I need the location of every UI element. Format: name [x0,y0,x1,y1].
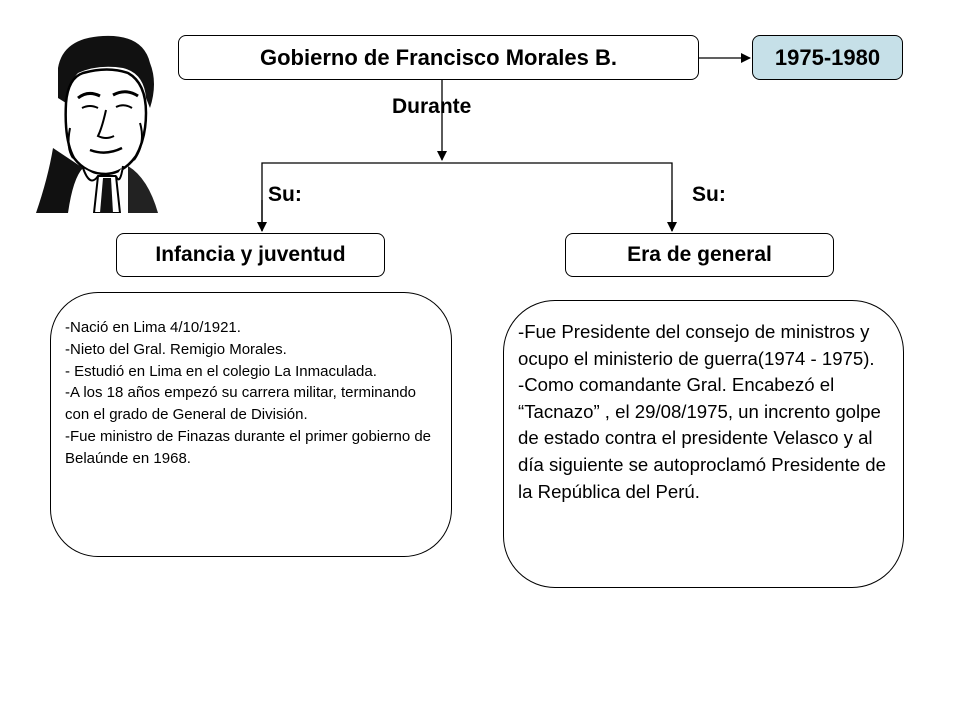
durante-label: Durante [392,95,472,118]
years-text: 1975-1980 [774,44,881,70]
list-item: -Como comandante Gral. Encabezó el “Tacnazo” , el 29/08/1975, un incrento golpe de estado contra el presidente Velasco y al día siguiente se autoproclamó Presidente de la República del Perú. [518,374,886,502]
infancia-bubble [50,292,452,557]
general-list [518,319,898,505]
su-left-label: Su: [268,183,302,206]
list-item: - Estudió en Lima en el colegio La Inmaculada. [65,362,377,380]
list-item: -Fue ministro de Finazas durante el primer gobierno de Belaúnde en 1968. [65,427,432,467]
list-item: -Fue Presidente del consejo de ministros y ocupo el ministerio de guerra(1974 - 1975). [518,321,875,369]
general-title: Era de general [627,243,772,266]
list-item: -Nació en Lima 4/10/1921. [65,319,241,336]
general-bubble [503,300,904,588]
general-box [565,233,834,277]
infancia-list [65,317,435,470]
su-right-label: Su: [692,183,726,206]
years-box [752,35,903,80]
infancia-title: Infancia y juventud [155,243,346,266]
infancia-box [116,233,385,277]
title-box [178,35,699,80]
list-item: -Nieto del Gral. Remigio Morales. [65,340,287,358]
list-item: -A los 18 años empezó su carrera militar, terminando con el grado de General de División. [65,384,416,424]
title-text: Gobierno de Francisco Morales B. [260,44,617,70]
